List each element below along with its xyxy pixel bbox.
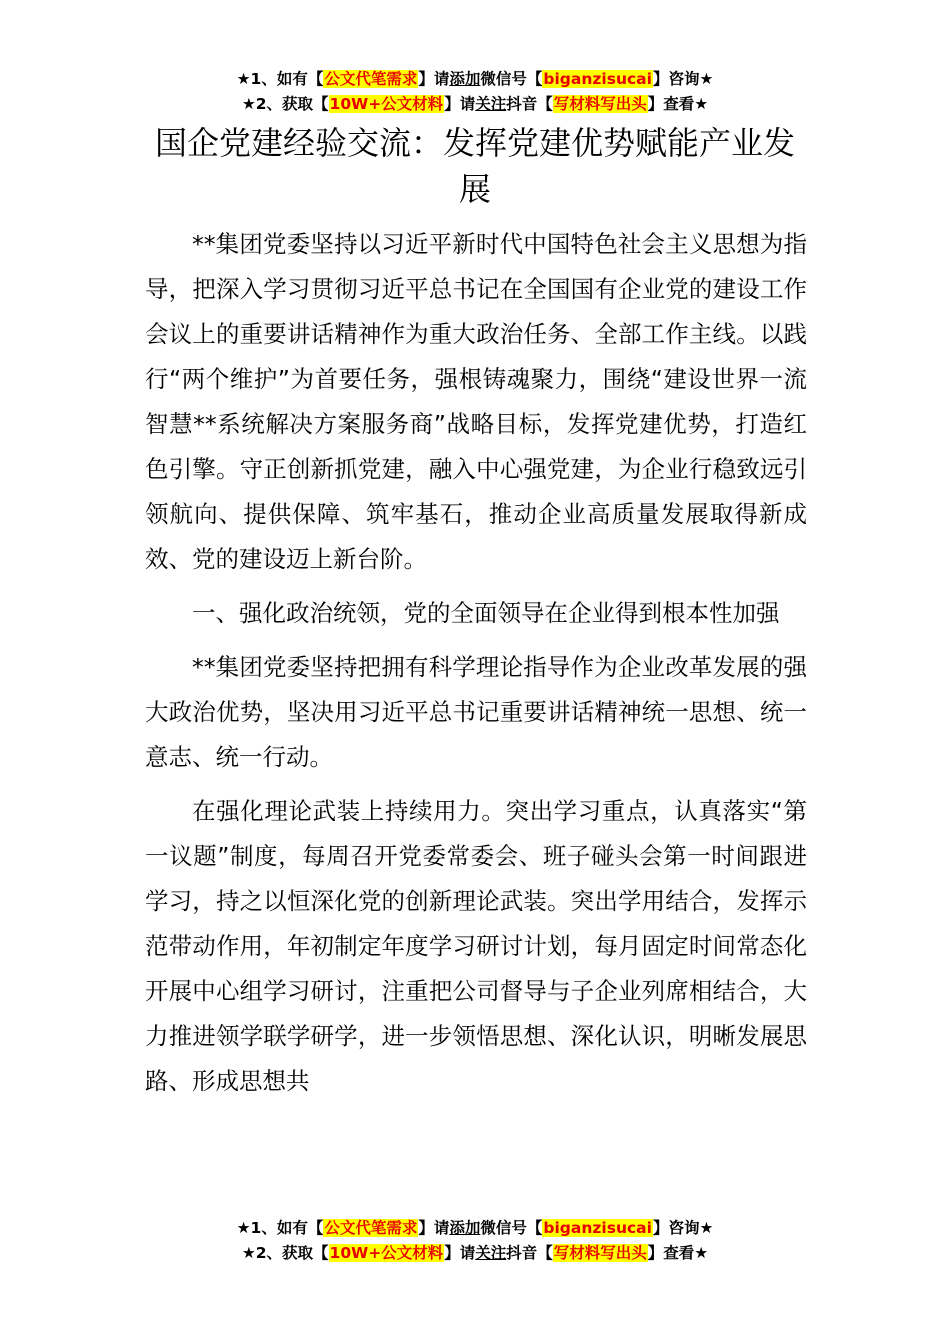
body-paragraph: **集团党委坚持以习近平新时代中国特色社会主义思想为指导，把深入学习贯彻习近平总书记在全国国有企业党的建设工作会议上的重要讲话精神作为重大政治任务、全部工作主线。以践行“两个维护”为首要任务，强根铸魂聚力，围绕“建设世界一流智慧**系统解决方案服务商”战略目标，发挥党建优势，打造红色引擎。守正创新抓党建，融入中心强党建，为企业行稳致远引领航向、提供保障、筑牢基石，推动企业高质量发展取得新成效、党的建设迈上新台阶。 xyxy=(145,230,807,573)
banner-highlight: 公文代笔需求 xyxy=(324,1219,418,1237)
banner-line-2 xyxy=(0,92,950,117)
banner-text: 】请 xyxy=(418,70,450,88)
banner-text: 】请 xyxy=(444,95,476,113)
footer-banner xyxy=(0,1216,950,1266)
body-paragraph: **集团党委坚持把拥有科学理论指导作为企业改革发展的强大政治优势，坚决用习近平总书记重要讲话精神统一思想、统一意志、统一行动。 xyxy=(145,653,807,771)
banner-line-1 xyxy=(0,1216,950,1241)
banner-prefix: ★2、获取【 xyxy=(241,95,329,113)
banner-highlight: 写材料写出头 xyxy=(553,1244,647,1262)
banner-text: 抖音【 xyxy=(506,95,553,113)
banner-prefix: ★1、如有【 xyxy=(236,1219,324,1237)
banner-highlight: 10W+公文材料 xyxy=(329,1244,444,1262)
banner-line-1 xyxy=(0,67,950,92)
banner-suffix: 】查看★ xyxy=(647,95,709,113)
banner-suffix: 】查看★ xyxy=(647,1244,709,1262)
banner-suffix: 】咨询★ xyxy=(652,1219,714,1237)
document-title: 国企党建经验交流：发挥党建优势赋能产业发展 xyxy=(154,124,795,208)
body-paragraph: 在强化理论武装上持续用力。突出学习重点，认真落实“第一议题”制度，每周召开党委常委会、班子碰头会第一时间跟进学习，持之以恒深化党的创新理论武装。突出学用结合，发挥示范带动作用，年初制定年度学习研讨计划，每月固定时间常态化开展中心组学习研讨，注重把公司督导与子企业列席相结合，大力推进领学联学研学，进一步领悟思想、深化认识，明晰发展思路、形成思想共 xyxy=(145,797,807,1095)
banner-highlight: 10W+公文材料 xyxy=(329,95,444,113)
banner-suffix: 】咨询★ xyxy=(652,70,714,88)
banner-highlight: 公文代笔需求 xyxy=(324,70,418,88)
banner-text: 微信号【 xyxy=(480,1219,543,1237)
section-heading: 一、强化政治统领，党的全面领导在企业得到根本性加强 xyxy=(192,599,780,627)
header-banner xyxy=(0,67,950,117)
banner-underlined: 添加 xyxy=(449,70,481,88)
banner-highlight: biganzisucai xyxy=(543,1219,652,1237)
banner-highlight: biganzisucai xyxy=(543,70,652,88)
banner-line-2 xyxy=(0,1241,950,1266)
banner-underlined: 添加 xyxy=(449,1219,481,1237)
banner-underlined: 关注 xyxy=(475,95,507,113)
banner-highlight: 写材料写出头 xyxy=(553,95,647,113)
document-body xyxy=(145,222,807,1113)
banner-text: 抖音【 xyxy=(506,1244,553,1262)
banner-text: 】请 xyxy=(418,1219,450,1237)
banner-underlined: 关注 xyxy=(475,1244,507,1262)
banner-prefix: ★2、获取【 xyxy=(241,1244,329,1262)
banner-prefix: ★1、如有【 xyxy=(236,70,324,88)
banner-text: 】请 xyxy=(444,1244,476,1262)
banner-text: 微信号【 xyxy=(480,70,543,88)
